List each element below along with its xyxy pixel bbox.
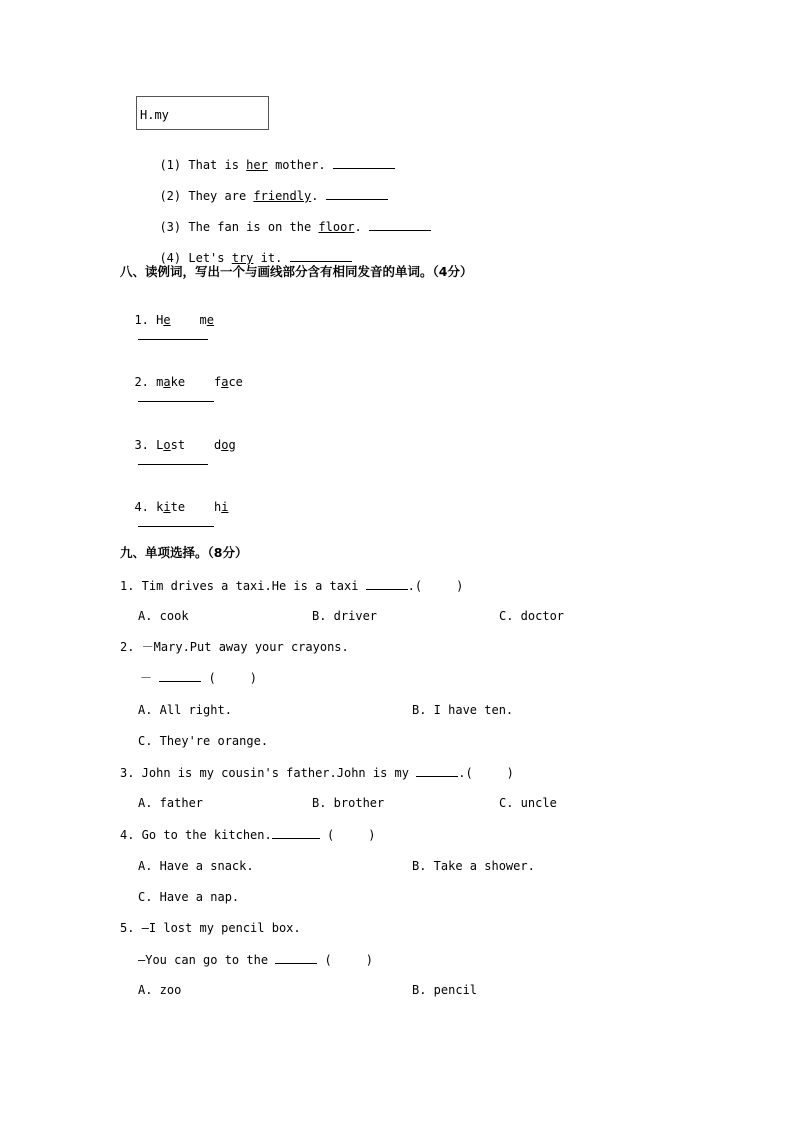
p7-item-1: (1) That is her mother. — [145, 140, 395, 173]
p7-item-2: (2) They are friendly. — [145, 171, 388, 204]
answer-blank[interactable] — [369, 218, 431, 231]
q3-option-c[interactable]: C. uncle — [499, 796, 557, 810]
s8-blank-3[interactable] — [138, 452, 208, 469]
answer-blank[interactable] — [290, 249, 352, 262]
q1-option-a[interactable]: A. cook — [138, 609, 189, 623]
q1-option-b[interactable]: B. driver — [312, 609, 378, 623]
s8-item-2: 2. make face — [134, 375, 243, 389]
q3-option-a[interactable]: A. father — [138, 796, 204, 810]
answer-blank[interactable] — [416, 764, 458, 777]
p7-item-3: (3) The fan is on the floor. — [145, 202, 431, 235]
answer-blank[interactable] — [272, 826, 320, 839]
s8-item-4: 4. kite hi — [134, 500, 229, 514]
p7-item-4: (4) Let's try it. — [145, 233, 352, 266]
q3-stem: 3. John is my cousin's father.John is my .( ) — [120, 766, 514, 780]
section-8-title: 八、读例词，写出一个与画线部分含有相同发音的单词。（4分） — [120, 264, 473, 279]
answer-blank[interactable] — [366, 577, 408, 590]
s8-blank-1[interactable] — [138, 327, 208, 344]
q3-option-b[interactable]: B. brother — [312, 796, 385, 810]
q2-option-c[interactable]: C. They're orange. — [138, 734, 269, 748]
q2-option-b[interactable]: B. I have ten. — [412, 703, 514, 717]
q1-option-c[interactable]: C. doctor — [499, 609, 565, 623]
q4-option-a[interactable]: A. Have a snack. — [138, 859, 254, 873]
q2-option-a[interactable]: A. All right. — [138, 703, 232, 717]
q2-reply: － ( ) — [140, 671, 257, 685]
box-text: H.my — [140, 108, 169, 122]
q2-stem: 2. －Mary.Put away your crayons. — [120, 640, 349, 654]
q4-stem: 4. Go to the kitchen. ( ) — [120, 828, 376, 842]
s8-item-1: 1. He me — [134, 313, 214, 327]
answer-blank[interactable] — [275, 951, 317, 964]
q4-option-c[interactable]: C. Have a nap. — [138, 890, 240, 904]
s8-blank-2[interactable] — [138, 389, 214, 406]
answer-box — [136, 96, 269, 130]
q5-stem: 5. —I lost my pencil box. — [120, 921, 301, 935]
q4-option-b[interactable]: B. Take a shower. — [412, 859, 535, 873]
s8-blank-4[interactable] — [138, 514, 214, 531]
answer-blank[interactable] — [159, 669, 201, 682]
q5-option-a[interactable]: A. zoo — [138, 983, 182, 997]
q5-reply: —You can go to the ( ) — [138, 953, 373, 967]
answer-blank[interactable] — [326, 187, 388, 200]
q5-option-b[interactable]: B. pencil — [412, 983, 478, 997]
s8-item-3: 3. Lost dog — [134, 438, 236, 452]
answer-blank[interactable] — [333, 156, 395, 169]
q1-stem: 1. Tim drives a taxi.He is a taxi .( ) — [120, 579, 464, 593]
section-9-title: 九、单项选择。（8分） — [120, 545, 248, 560]
